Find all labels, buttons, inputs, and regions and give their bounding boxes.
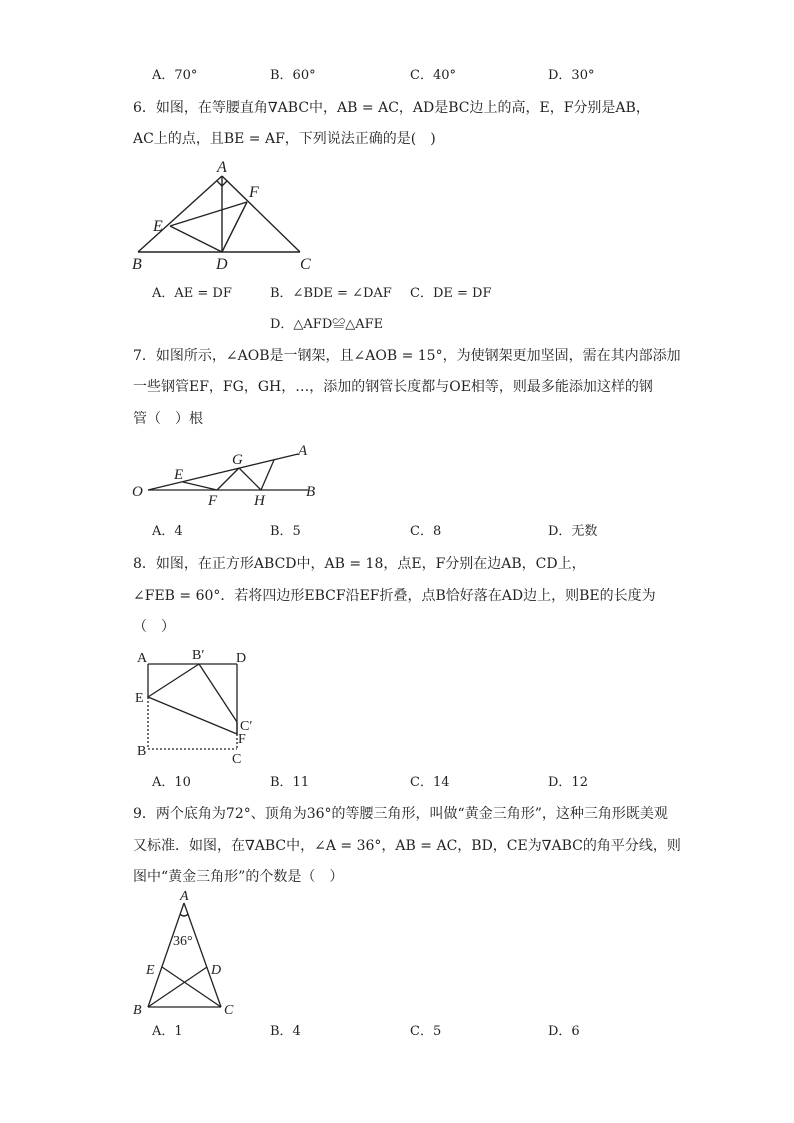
q6-segment-fd [222,202,247,252]
q7-text-line3: 管（ ）根 [133,411,203,427]
q8-label-d: D [236,651,247,666]
q6-side-ac [222,176,300,252]
q7-label-a: A [298,443,308,459]
q6-option-b[interactable]: B．∠BDE = ∠DAF [270,286,392,301]
q9-label-b: B [133,1003,142,1018]
q6-label-f: F [249,184,259,201]
q8-label-c-prime: C′ [240,719,253,734]
q6-option-a[interactable]: A．AE = DF [152,286,232,301]
q9-label-a: A [180,890,189,904]
q5-option-a[interactable]: A．70° [152,68,198,83]
q6-label-a: A [217,159,227,176]
q9-text-line1: 9．两个底角为72°、顶角为36°的等腰三角形，叫做“黄金三角形”，这种三角形既美观 [133,806,668,822]
q8-label-c: C [232,752,242,767]
q5-option-d[interactable]: D．30° [548,68,595,83]
q9-label-d: D [211,963,222,978]
q8-label-a: A [137,651,148,666]
q9-side-ac [184,903,221,1007]
q8-figure [130,645,270,770]
q9-option-d[interactable]: D．6 [548,1024,580,1039]
q7-pipe-ef [183,482,217,490]
q6-option-d[interactable]: D．△AFD≌△AFE [270,317,384,332]
q8-label-b: B [137,744,147,759]
q9-option-b[interactable]: B．4 [270,1024,301,1039]
q7-option-a[interactable]: A．4 [152,524,183,539]
q6-segment-ed [170,226,222,252]
q8-label-e: E [135,691,144,706]
q9-side-ab [148,903,184,1007]
q9-text-line3: 图中“黄金三角形”的个数是（ ） [133,869,344,885]
q7-option-d[interactable]: D．无数 [548,524,598,539]
q6-label-c: C [300,256,311,273]
q6-label-e: E [153,218,163,235]
q6-text-line2: AC上的点，且BE = AF，下列说法正确的是( ) [133,131,436,147]
q9-option-a[interactable]: A．1 [152,1024,183,1039]
q6-figure [125,155,325,275]
q8-label-b-prime: B′ [192,648,205,663]
q8-fold-b-prime-c-prime [199,664,237,722]
q7-label-g: G [232,452,243,468]
q8-text-line1: 8．如图，在正方形ABCD中，AB = 18，点E，F分别在边AB，CD上， [133,556,586,572]
q6-segment-ef [170,202,247,226]
q9-figure [128,890,248,1020]
q8-text-line2: ∠FEB = 60°．若将四边形EBCF沿EF折叠，点B恰好落在AD边上，则BE的长度为 [133,588,656,604]
q6-option-c[interactable]: C．DE = DF [410,286,492,301]
q7-figure [128,438,328,513]
q7-label-h: H [254,493,265,509]
q9-bisector-bd [148,967,207,1007]
q7-pipe-h-next [261,460,274,490]
q5-option-c[interactable]: C．40° [410,68,456,83]
q7-option-b[interactable]: B．5 [270,524,301,539]
q8-option-d[interactable]: D．12 [548,775,588,790]
q8-option-a[interactable]: A．10 [152,775,191,790]
q5-option-b[interactable]: B．60° [270,68,316,83]
q7-text-line1: 7．如图所示，∠AOB是一钢架，且∠AOB = 15°，为使钢架更加坚固，需在其内部添加 [133,348,681,364]
q8-text-line3: （ ） [133,619,175,635]
q9-option-c[interactable]: C．5 [410,1024,442,1039]
q9-text-line2: 又标准．如图，在∇ABC中，∠A = 36°，AB = AC，BD，CE为∇ABC的角平分线，则 [133,838,681,854]
q8-fold-eb-prime [148,664,199,697]
q7-text-line2: 一些钢管EF，FG，GH，…，添加的钢管长度都与OE相等，则最多能添加这样的钢 [133,379,653,395]
q9-angle-arc [180,914,188,916]
q7-label-o: O [132,484,143,500]
q9-label-e: E [146,963,155,978]
q7-label-e: E [174,467,184,483]
q7-option-c[interactable]: C．8 [410,524,442,539]
q8-option-c[interactable]: C．14 [410,775,450,790]
q6-label-d: D [216,256,228,273]
q8-option-b[interactable]: B．11 [270,775,310,790]
q7-pipe-gh [239,468,261,490]
q6-label-b: B [132,256,142,273]
q6-text-line1: 6．如图，在等腰直角∇ABC中，AB = AC，AD是BC边上的高，E，F分别是AB， [133,100,650,116]
q9-label-c: C [224,1003,234,1018]
q7-label-b: B [306,484,316,500]
q9-label-angle: 36° [173,934,193,949]
q7-label-f: F [208,493,218,509]
q8-label-f: F [238,732,246,747]
